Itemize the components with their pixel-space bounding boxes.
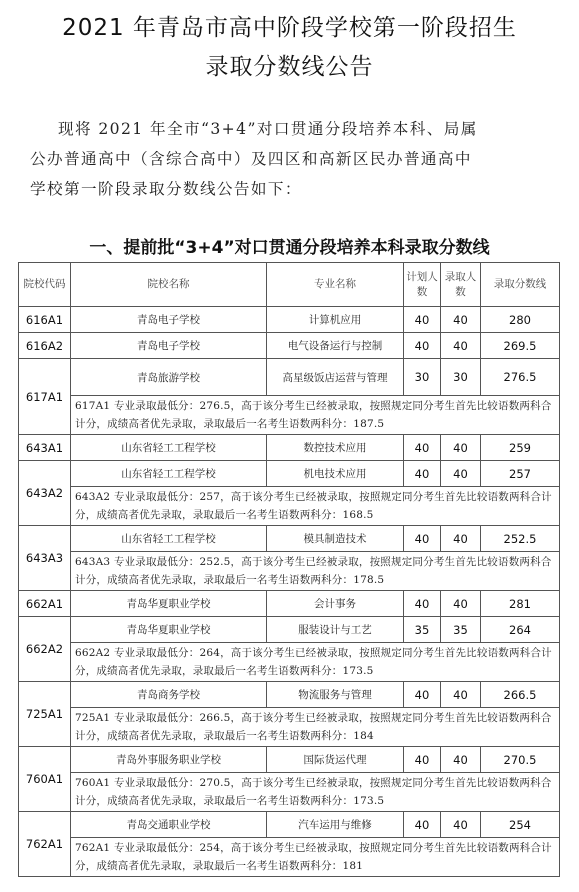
cell-code: 616A1 <box>19 307 71 333</box>
cell-code: 662A2 <box>19 617 71 682</box>
cell-major: 计算机应用 <box>267 307 404 333</box>
intro-paragraph <box>30 114 560 204</box>
cell-major: 会计事务 <box>267 591 404 617</box>
cell-score: 281 <box>481 591 560 617</box>
header-major: 专业名称 <box>267 263 404 307</box>
cell-score: 269.5 <box>481 333 560 359</box>
cell-code: 760A1 <box>19 747 71 812</box>
table-row <box>19 682 560 708</box>
cell-score: 270.5 <box>481 747 560 773</box>
cell-plan: 40 <box>404 747 441 773</box>
cell-admit: 40 <box>441 333 481 359</box>
header-admit: 录取人数 <box>441 263 481 307</box>
cell-code: 762A1 <box>19 812 71 877</box>
cell-score: 252.5 <box>481 526 560 552</box>
cell-school: 青岛电子学校 <box>71 307 267 333</box>
cell-plan: 40 <box>404 682 441 708</box>
cell-plan: 40 <box>404 526 441 552</box>
table-row <box>19 617 560 643</box>
cell-school: 青岛商务学校 <box>71 682 267 708</box>
cell-plan: 40 <box>404 812 441 838</box>
table-row <box>19 461 560 487</box>
cell-major: 数控技术应用 <box>267 435 404 461</box>
cell-score: 264 <box>481 617 560 643</box>
score-table <box>18 262 560 877</box>
cell-major: 高星级饭店运营与管理 <box>267 359 404 396</box>
cell-school: 青岛电子学校 <box>71 333 267 359</box>
cell-school: 青岛交通职业学校 <box>71 812 267 838</box>
cell-plan: 40 <box>404 435 441 461</box>
cell-score: 266.5 <box>481 682 560 708</box>
table-row <box>19 333 560 359</box>
table-note-row <box>19 708 560 747</box>
cell-code: 643A1 <box>19 435 71 461</box>
table-header-row <box>19 263 560 307</box>
cell-note: 643A2 专业录取最低分：257，高于该分考生已经被录取，按照规定同分考生首先比较语数两科合计分，成绩高者优先录取，录取最后一名考生语数两科分：168.5 <box>71 487 560 526</box>
cell-major: 物流服务与管理 <box>267 682 404 708</box>
cell-plan: 30 <box>404 359 441 396</box>
table-note-row <box>19 487 560 526</box>
cell-score: 257 <box>481 461 560 487</box>
table-row <box>19 812 560 838</box>
cell-major: 服装设计与工艺 <box>267 617 404 643</box>
cell-admit: 40 <box>441 526 481 552</box>
cell-admit: 40 <box>441 682 481 708</box>
cell-note: 760A1 专业录取最低分：270.5，高于该分考生已经被录取，按照规定同分考生首先比较语数两科合计分，成绩高者优先录取，录取最后一名考生语数两科分：173.5 <box>71 773 560 812</box>
table-note-row <box>19 643 560 682</box>
cell-admit: 40 <box>441 591 481 617</box>
cell-code: 643A2 <box>19 461 71 526</box>
cell-score: 276.5 <box>481 359 560 396</box>
cell-plan: 40 <box>404 307 441 333</box>
cell-plan: 40 <box>404 591 441 617</box>
section-title: 一、提前批“3+4”对口贯通分段培养本科录取分数线 <box>89 238 490 258</box>
cell-school: 山东省轻工工程学校 <box>71 526 267 552</box>
table-row <box>19 435 560 461</box>
cell-admit: 40 <box>441 435 481 461</box>
header-school: 院校名称 <box>71 263 267 307</box>
cell-school: 山东省轻工工程学校 <box>71 461 267 487</box>
table-row <box>19 307 560 333</box>
cell-major: 汽车运用与维修 <box>267 812 404 838</box>
cell-note: 643A3 专业录取最低分：252.5，高于该分考生已经被录取，按照规定同分考生首先比较语数两科合计分，成绩高者优先录取，录取最后一名考生语数两科分：178.5 <box>71 552 560 591</box>
cell-score: 259 <box>481 435 560 461</box>
table-row <box>19 526 560 552</box>
intro-line1: 现将 2021 年全市“3+4”对口贯通分段培养本科、局属 <box>58 120 478 138</box>
cell-code: 725A1 <box>19 682 71 747</box>
cell-code: 617A1 <box>19 359 71 435</box>
cell-score: 254 <box>481 812 560 838</box>
table-note-row <box>19 838 560 877</box>
table-note-row <box>19 396 560 435</box>
cell-major: 模具制造技术 <box>267 526 404 552</box>
cell-admit: 40 <box>441 461 481 487</box>
cell-plan: 40 <box>404 333 441 359</box>
cell-plan: 35 <box>404 617 441 643</box>
table-note-row <box>19 552 560 591</box>
cell-note: 617A1 专业录取最低分：276.5，高于该分考生已经被录取，按照规定同分考生首先比较语数两科合计分，成绩高者优先录取，录取最后一名考生语数两科分：187.5 <box>71 396 560 435</box>
cell-score: 280 <box>481 307 560 333</box>
doc-title-line1: 2021 年青岛市高中阶段学校第一阶段招生 <box>62 15 517 41</box>
cell-admit: 30 <box>441 359 481 396</box>
intro-line2: 公办普通高中（含综合高中）及四区和高新区民办普通高中 <box>30 150 472 168</box>
cell-plan: 40 <box>404 461 441 487</box>
cell-code: 662A1 <box>19 591 71 617</box>
cell-school: 青岛旅游学校 <box>71 359 267 396</box>
intro-line3: 学校第一阶段录取分数线公告如下： <box>30 180 302 198</box>
cell-school: 青岛华夏职业学校 <box>71 591 267 617</box>
cell-major: 电气设备运行与控制 <box>267 333 404 359</box>
cell-admit: 40 <box>441 747 481 773</box>
header-score: 录取分数线 <box>481 263 560 307</box>
cell-school: 青岛华夏职业学校 <box>71 617 267 643</box>
table-note-row <box>19 773 560 812</box>
header-plan: 计划人数 <box>404 263 441 307</box>
cell-major: 国际货运代理 <box>267 747 404 773</box>
cell-note: 725A1 专业录取最低分：266.5，高于该分考生已经被录取，按照规定同分考生首先比较语数两科合计分，成绩高者优先录取，录取最后一名考生语数两科分：184 <box>71 708 560 747</box>
table-row <box>19 591 560 617</box>
cell-note: 662A2 专业录取最低分：264，高于该分考生已经被录取，按照规定同分考生首先比较语数两科合计分，成绩高者优先录取，录取最后一名考生语数两科分：173.5 <box>71 643 560 682</box>
header-code: 院校代码 <box>19 263 71 307</box>
table-row <box>19 747 560 773</box>
table-row <box>19 359 560 396</box>
cell-school: 山东省轻工工程学校 <box>71 435 267 461</box>
cell-admit: 35 <box>441 617 481 643</box>
cell-note: 762A1 专业录取最低分：254，高于该分考生已经被录取，按照规定同分考生首先比较语数两科合计分，成绩高者优先录取，录取最后一名考生语数两科分：181 <box>71 838 560 877</box>
cell-major: 机电技术应用 <box>267 461 404 487</box>
doc-title-line2: 录取分数线公告 <box>205 54 374 80</box>
cell-school: 青岛外事服务职业学校 <box>71 747 267 773</box>
cell-admit: 40 <box>441 812 481 838</box>
cell-code: 643A3 <box>19 526 71 591</box>
cell-code: 616A2 <box>19 333 71 359</box>
cell-admit: 40 <box>441 307 481 333</box>
